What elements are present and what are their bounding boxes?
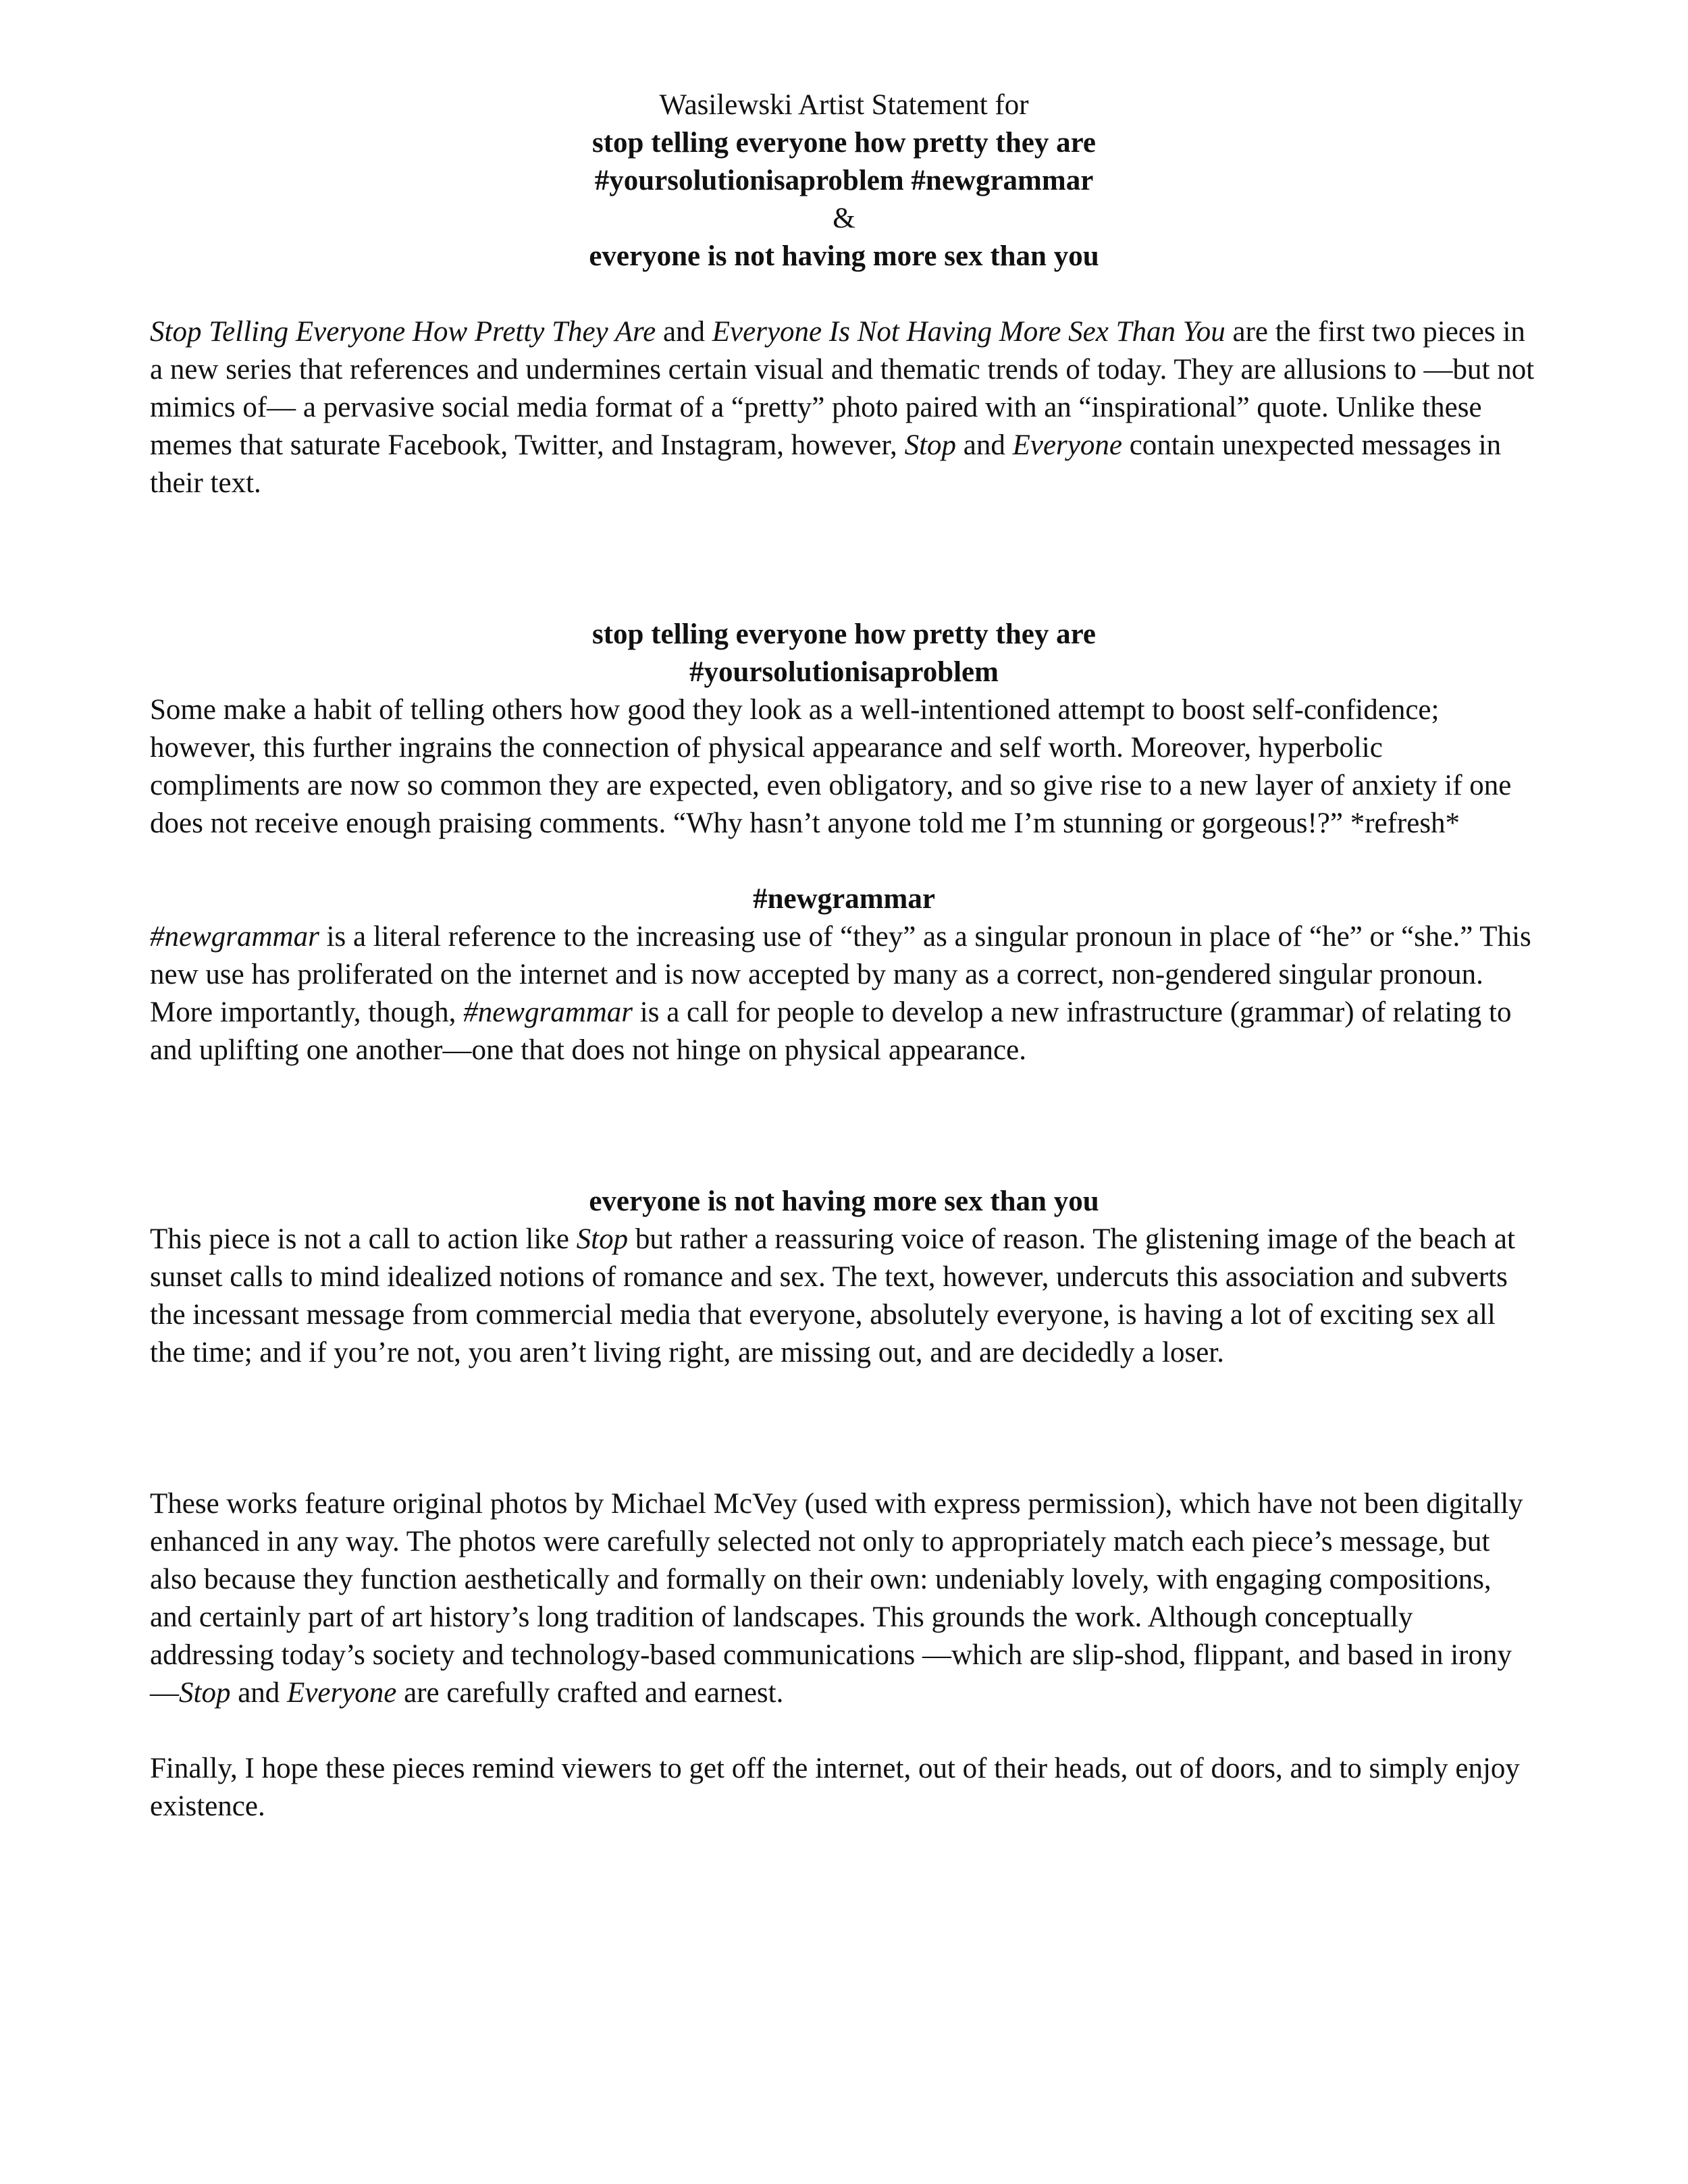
intro-paragraph xyxy=(150,313,1538,502)
section-2-text-1: is a literal reference to the increasing use of “they” as a singular pronoun in place of “he” or “she.” This new use has proliferated on the internet and is now accepted by many as a correct, non-gendered singular pronoun. More importantly, though, xyxy=(150,921,1531,1028)
intro-and: and xyxy=(656,316,712,348)
closing-paragraph xyxy=(150,1485,1538,1712)
closing-everyone: Everyone xyxy=(287,1677,397,1709)
intro-title-1: Stop Telling Everyone How Pretty They Are xyxy=(150,316,656,348)
closing-text-2: are carefully crafted and earnest. xyxy=(396,1677,784,1709)
section-1-heading-2: #yoursolutionisaproblem xyxy=(689,656,999,688)
intro-stop: Stop xyxy=(904,429,957,461)
section-3-heading: everyone is not having more sex than you xyxy=(589,1186,1099,1217)
section-2-heading: #newgrammar xyxy=(753,883,935,915)
section-2-term-2: #newgrammar xyxy=(463,996,633,1028)
title-line-3: #yoursolutionisaproblem #newgrammar xyxy=(594,165,1094,196)
closing-and: and xyxy=(230,1677,288,1709)
intro-and-2: and xyxy=(956,429,1013,461)
final-paragraph: Finally, I hope these pieces remind viewers to get off the internet, out of their heads, out of doors, and to simply enjoy existence. xyxy=(150,1753,1520,1822)
title-line-5: everyone is not having more sex than you xyxy=(589,240,1099,272)
intro-title-2: Everyone Is Not Having More Sex Than You xyxy=(712,316,1225,348)
title-block xyxy=(150,86,1538,275)
section-3-text-1: This piece is not a call to action like xyxy=(150,1223,577,1255)
section-1-heading-1: stop telling everyone how pretty they are xyxy=(591,618,1096,650)
title-line-2: stop telling everyone how pretty they are xyxy=(591,127,1096,159)
intro-everyone: Everyone xyxy=(1012,429,1122,461)
closing-stop: Stop xyxy=(179,1677,231,1709)
section-3-body xyxy=(150,1221,1538,1372)
section-1-body: Some make a habit of telling others how good they look as a well-intentioned attempt to boost self-confidence; however, this further ingrains the connection of physical appearance and self worth. Moreover, hyperbolic compliments are now so common they are expected, even obligatory, and so give rise to a new layer of anxiety if one does not receive enough praising comments. “Why hasn’t anyone told me I’m stunning or gorgeous!?” *refresh* xyxy=(150,694,1512,839)
title-ampersand: & xyxy=(833,203,855,234)
title-line-1: Wasilewski Artist Statement for xyxy=(659,89,1029,121)
document-page xyxy=(150,86,1538,1826)
section-2-text-2: is a call for people to develop a new infrastructure (grammar) of relating to and uplifting one another—one that does not hinge on physical appearance. xyxy=(150,996,1512,1066)
closing-text-1: These works feature original photos by Michael McVey (used with express permission), which have not been digitally enhanced in any way. The photos were carefully selected not only to appropriately match each piece’s message, but also because they function aesthetically and formally on their own: undeniably lovely, with engaging compositions, and certainly part of art history’s long tradition of landscapes. This grounds the work. Although conceptually addressing today’s society and technology-based communications —which are slip-shod, flippant, and based in irony— xyxy=(150,1488,1523,1709)
section-2-term-1: #newgrammar xyxy=(150,921,319,953)
section-2-body xyxy=(150,918,1538,1069)
intro-text-2: contain unexpected messages in their text. xyxy=(150,429,1502,499)
section-3-stop: Stop xyxy=(576,1223,629,1255)
intro-text-1: are the first two pieces in a new series that references and undermines certain visual and thematic trends of today. They are allusions to —but not mimics of— a pervasive social media format of a “pretty” photo paired with an “inspirational” quote. Unlike these memes that saturate Facebook, Twitter, and Instagram, however, xyxy=(150,316,1535,461)
section-3-text-2: but rather a reassuring voice of reason. The glistening image of the beach at sunset calls to mind idealized notions of romance and sex. The text, however, undercuts this association and subverts the incessant message from commercial media that everyone, absolutely everyone, is having a lot of exciting sex all the time; and if you’re not, you aren’t living right, are missing out, and are decidedly a loser. xyxy=(150,1223,1515,1368)
